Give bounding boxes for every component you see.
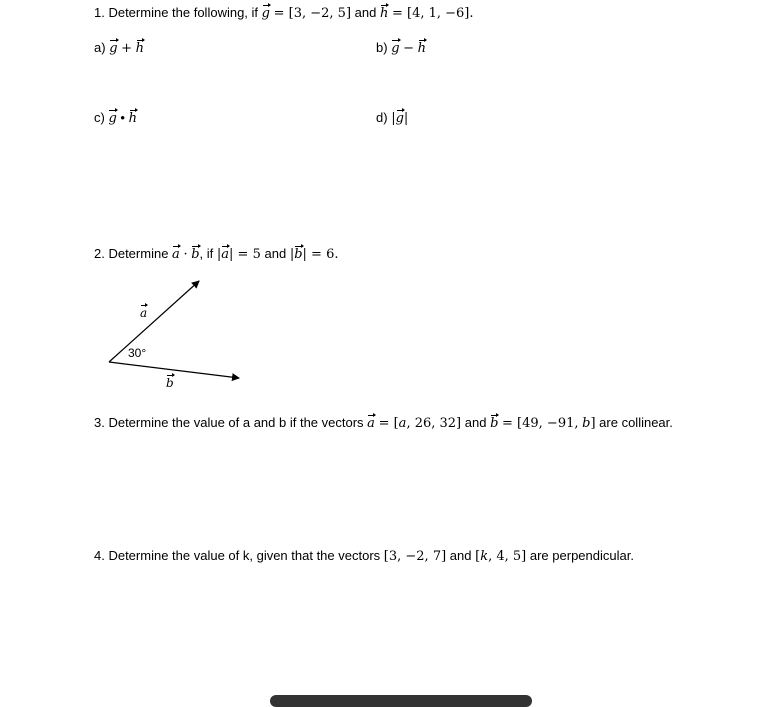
vector-b-value-close: ] bbox=[590, 416, 596, 431]
bottom-toolbar-edge[interactable] bbox=[270, 695, 532, 707]
vector-a-value-rest: , 26, 32] bbox=[406, 416, 462, 431]
question-4 bbox=[94, 548, 634, 565]
vector-g: g bbox=[395, 111, 404, 126]
angle-label: 30° bbox=[128, 346, 147, 360]
vector-a-value-open: = [ bbox=[378, 416, 399, 431]
q1-part-b bbox=[376, 40, 426, 57]
vector-h: h bbox=[135, 41, 145, 56]
vector-a-arrow bbox=[109, 281, 199, 362]
q1-intro: 1. Determine the following, if bbox=[94, 5, 259, 20]
abs-open: | bbox=[216, 247, 222, 262]
diagram-a-label: a bbox=[140, 306, 148, 320]
q2-if: , if bbox=[199, 246, 214, 261]
vector-a: a bbox=[367, 416, 375, 431]
vector-a: a bbox=[172, 247, 180, 262]
q1-part-b-label: b) bbox=[376, 40, 388, 55]
dot-operator: · bbox=[183, 247, 188, 262]
abs-a-value: | = 5 bbox=[229, 247, 261, 262]
q2-and: and bbox=[264, 246, 287, 261]
q1-part-c bbox=[94, 110, 137, 127]
angle-diagram bbox=[100, 270, 250, 395]
q3-and: and bbox=[464, 415, 487, 430]
vector-h: h bbox=[417, 41, 427, 56]
vector-g: g bbox=[391, 41, 400, 56]
q4-intro: 4. Determine the value of k, given that the vectors bbox=[94, 548, 381, 563]
q1-part-c-label: c) bbox=[94, 110, 105, 125]
variable-b: b bbox=[582, 416, 591, 431]
vector-b-value-open: = [49, −91, bbox=[502, 416, 579, 431]
vector-b: b bbox=[294, 247, 303, 262]
q3-intro: 3. Determine the value of a and b if the vectors bbox=[94, 415, 364, 430]
q4-outro: are perpendicular. bbox=[529, 548, 634, 563]
abs-b-value: | = 6. bbox=[302, 247, 339, 262]
question-3 bbox=[94, 415, 673, 432]
q1-part-a bbox=[94, 40, 144, 57]
q3-outro: are collinear. bbox=[599, 415, 673, 430]
q4-and: and bbox=[449, 548, 472, 563]
abs-open: | bbox=[391, 111, 396, 126]
vector-g: g bbox=[109, 41, 118, 56]
vector-b: b bbox=[191, 247, 200, 262]
q1-part-d-label: d) bbox=[376, 110, 388, 125]
question-1 bbox=[94, 5, 474, 22]
dot-operator: • bbox=[120, 110, 125, 125]
vector-h-value: = [4, 1, −6]. bbox=[391, 6, 474, 21]
question-2 bbox=[94, 246, 338, 263]
variable-a: a bbox=[398, 416, 407, 431]
variable-k: k bbox=[480, 549, 489, 564]
abs-open: | bbox=[289, 247, 295, 262]
vector-g: g bbox=[108, 111, 117, 126]
minus-operator: − bbox=[403, 41, 415, 56]
vector-b: b bbox=[490, 416, 499, 431]
q2-intro: 2. Determine bbox=[94, 246, 169, 261]
vector-h: h bbox=[379, 6, 389, 21]
angle-diagram-svg bbox=[100, 270, 250, 395]
plus-operator: + bbox=[121, 41, 133, 56]
q1-part-a-label: a) bbox=[94, 40, 106, 55]
vector-2-rest: , 4, 5] bbox=[488, 549, 527, 564]
diagram-b-label: b bbox=[166, 376, 174, 390]
vector-1: [3, −2, 7] bbox=[383, 549, 447, 564]
vector-2-open: [ bbox=[475, 549, 481, 564]
abs-close: | bbox=[403, 111, 409, 126]
q1-part-d bbox=[376, 110, 408, 127]
vector-a: a bbox=[221, 247, 230, 262]
vector-g-value: = [3, −2, 5] bbox=[273, 6, 352, 21]
q1-and: and bbox=[354, 5, 377, 20]
vector-h: h bbox=[128, 111, 137, 126]
vector-g: g bbox=[261, 6, 270, 21]
